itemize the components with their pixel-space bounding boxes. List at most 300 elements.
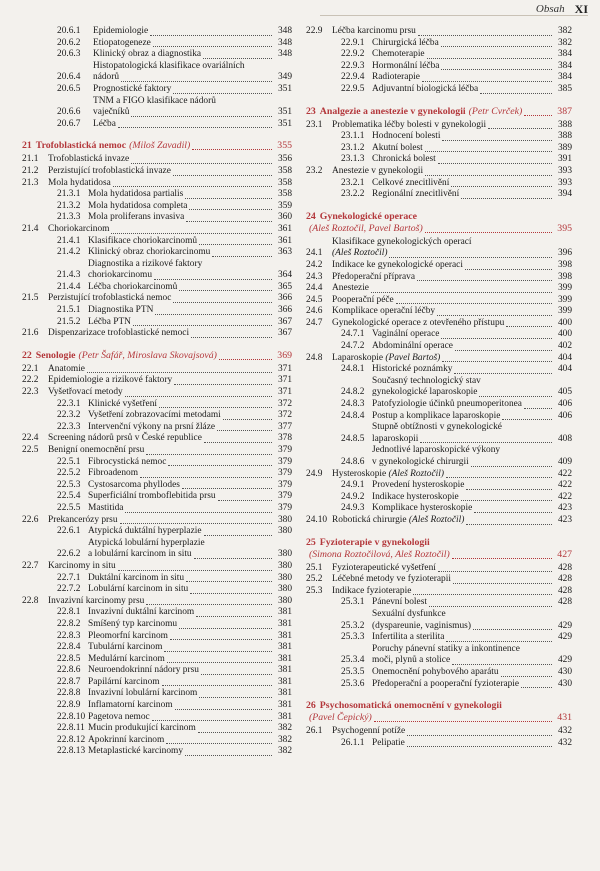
entry-text [372, 143, 572, 155]
entry-page: 388 [557, 119, 572, 130]
leader-dots [502, 418, 552, 420]
leader-dots [371, 291, 552, 293]
leader-dots [153, 45, 272, 47]
entry-continuation [332, 248, 572, 260]
chapter-page: 427 [557, 548, 572, 560]
entry-continuation [372, 655, 572, 667]
entry-number: 22.7 [22, 560, 39, 571]
entry-number: 20.6.5 [57, 83, 81, 94]
toc-entry [306, 131, 572, 143]
leader-dots [162, 684, 272, 686]
entry-page: 380 [277, 549, 292, 560]
chapter-page: 369 [277, 349, 292, 361]
chapter-number: 23 [306, 105, 316, 117]
leader-dots [219, 358, 272, 360]
leader-dots [425, 231, 552, 233]
toc-entry [22, 422, 292, 434]
entry-page: 358 [277, 189, 292, 200]
entry-title-cont: choriokarcinomu [88, 270, 153, 281]
entry-title: Indikace hysteroskopie [372, 491, 459, 502]
leader-dots [204, 534, 272, 536]
entry-text [88, 735, 292, 747]
entry-page: 365 [277, 281, 292, 292]
toc-entry [306, 283, 572, 295]
entry-title: Pagetova nemoc [88, 711, 150, 722]
toc-entry [22, 584, 292, 596]
entry-page: 382 [277, 746, 292, 757]
entry-page: 404 [557, 364, 572, 375]
toc-entry [306, 376, 572, 399]
leader-dots [174, 383, 272, 385]
entry-text [88, 712, 292, 724]
leader-dots [218, 499, 272, 501]
toc-entry [22, 236, 292, 248]
entry-number: 24.8.6 [341, 457, 365, 467]
entry-continuation [372, 457, 572, 469]
entry-title: TNM a FIGO klasifikace nádorů [93, 95, 216, 106]
leader-dots [441, 337, 552, 339]
leader-dots [179, 627, 272, 629]
entry-number: 24.5 [306, 294, 323, 305]
entry-number: 22.8.9 [57, 700, 81, 711]
leader-dots [223, 418, 272, 420]
entry-title: Papilární karcinom [88, 676, 160, 687]
entry-title: Neuroendokrinní nádory prsu [88, 665, 199, 676]
entry-number: 23.2.2 [341, 189, 365, 200]
entry-title: Invazivní karcinomy prsu [48, 595, 145, 606]
entry-number: 25.3.2 [341, 620, 365, 631]
entry-text [372, 480, 572, 492]
entry-title: Akutní bolest [372, 142, 423, 153]
entry-text [372, 411, 572, 423]
toc-entry [22, 410, 292, 422]
chapter-title: Senologie [35, 349, 76, 361]
entry-text [48, 293, 292, 305]
entry-title: Pelipatie [372, 737, 405, 748]
entry-number: 24.2 [306, 259, 323, 270]
entry-title: Klasifikace choriokarcinomů [88, 235, 198, 246]
entry-page: 404 [557, 352, 572, 363]
toc-entry [306, 318, 572, 330]
toc-entry [306, 480, 572, 492]
entry-text [48, 445, 292, 457]
chapter-number: 24 [306, 210, 316, 222]
chapter-title: Trofoblastická nemoc [35, 140, 127, 152]
entry-page: 429 [557, 655, 572, 666]
leader-dots [186, 220, 272, 222]
entry-title: Histopatologická klasifikace ovariálních [93, 60, 245, 71]
entry-text [372, 422, 572, 445]
entry-title: Apokrinní karcinom [88, 734, 165, 745]
entry-number: 22.6.1 [57, 526, 81, 537]
entry-page: 398 [557, 259, 572, 270]
entry-title: Trofoblastická invaze [48, 154, 130, 165]
entry-page: 400 [557, 329, 572, 340]
entry-page: 391 [557, 154, 572, 165]
entry-number: 25.3.6 [341, 678, 365, 689]
entry-page: 396 [557, 248, 572, 259]
entry-number: 22.9.1 [341, 37, 365, 48]
toc-entry [22, 49, 292, 61]
toc-entry [306, 563, 572, 575]
entry-title: Chronická bolest [372, 154, 436, 165]
entry-title: Vyšetřovací metody [48, 387, 123, 398]
toc-entry [306, 84, 572, 96]
toc-entry [22, 503, 292, 515]
chapter-heading [22, 350, 292, 362]
toc-entry [22, 119, 292, 131]
toc-entry [22, 677, 292, 689]
entry-title: Infertilita a sterilita [372, 632, 445, 643]
entry-number: 23.1 [306, 119, 323, 130]
toc-entry [22, 457, 292, 469]
leader-dots [422, 80, 552, 82]
entry-number: 24.8.5 [341, 433, 365, 444]
entry-page: 351 [277, 118, 292, 129]
entry-number: 26.1 [306, 726, 323, 737]
entry-page: 402 [557, 341, 572, 352]
entry-page: 430 [557, 666, 572, 677]
toc-entry [22, 399, 292, 411]
entry-number: 24.4 [306, 283, 323, 294]
entry-text [88, 317, 292, 329]
chapter-title-line [306, 700, 572, 712]
entry-text [372, 667, 572, 679]
leader-dots [155, 313, 272, 315]
toc-entry [306, 272, 572, 284]
entry-number: 25.1 [306, 562, 323, 573]
entry-page: 381 [277, 700, 292, 711]
entry-title: Pleomorfní karcinom [88, 630, 168, 641]
leader-dots [192, 148, 272, 150]
entry-number: 22.5 [22, 445, 39, 455]
entry-title-cont: moči, plynů a stolice [372, 655, 451, 666]
leader-dots [204, 441, 272, 443]
entry-title: Pánevní bolest [372, 597, 427, 608]
leader-dots [201, 673, 272, 675]
entry-title-cont: laparoskopii [372, 433, 419, 444]
entry-continuation [88, 549, 292, 561]
entry-title: Lobulární karcinom in situ [88, 584, 189, 595]
entry-page: 380 [277, 526, 292, 537]
entry-text [88, 212, 292, 224]
entry-title: Smíšený typ karcinomu [88, 618, 178, 629]
entry-number: 24.9.1 [341, 480, 365, 491]
entry-page: 380 [277, 514, 292, 525]
entry-number: 21.6 [22, 328, 39, 339]
entry-number: 22.8.10 [57, 711, 86, 722]
leader-dots [420, 441, 552, 443]
entry-text [88, 619, 292, 631]
entry-page: 348 [277, 26, 292, 36]
toc-entry [306, 260, 572, 272]
entry-number: 23.1.1 [341, 131, 365, 142]
toc-entry [306, 515, 572, 527]
leader-dots [446, 476, 552, 478]
entry-title: Postup a komplikace laparoskopie [372, 410, 501, 421]
entry-title: Perzistující trofoblastická nemoc [48, 293, 172, 304]
entry-title: Metaplastické karcinomy [88, 746, 184, 757]
entry-text [88, 631, 292, 643]
entry-text [332, 166, 572, 178]
leader-dots [407, 734, 552, 736]
chapter-title: Psychosomatická onemocnění v gynekologii [319, 700, 502, 712]
entry-text [88, 468, 292, 480]
toc-entry [306, 61, 572, 73]
entry-page: 394 [557, 189, 572, 200]
entry-title: Prognostické faktory [93, 83, 172, 94]
toc-entry [22, 61, 292, 84]
leader-dots [168, 464, 272, 466]
toc-entry [22, 746, 292, 758]
entry-title: Screening nádorů prsů v České republice [48, 433, 202, 444]
entry-number: 24.3 [306, 271, 323, 282]
entry-number: 24.9.3 [341, 503, 365, 514]
entry-page: 430 [557, 678, 572, 689]
toc-entry [306, 679, 572, 691]
toc-entry [22, 282, 292, 294]
entry-continuation [372, 621, 572, 633]
toc-entry [306, 26, 572, 38]
entry-page: 381 [277, 607, 292, 618]
entry-text [372, 376, 572, 399]
entry-page: 428 [557, 574, 572, 585]
entry-title: Provedení hysteroskopie [372, 480, 465, 491]
entry-text [93, 96, 292, 119]
leader-dots [452, 663, 552, 665]
toc-entry [22, 712, 292, 724]
entry-title-cont: v gynekologické chirurgii [372, 457, 469, 467]
entry-page: 371 [277, 375, 292, 386]
entry-page: 379 [277, 479, 292, 490]
entry-number: 22.9 [306, 26, 323, 36]
toc-entry [22, 631, 292, 643]
entry-page: 381 [277, 653, 292, 664]
entry-continuation [93, 107, 292, 119]
entry-title: Diagnostika a rizikové faktory [88, 258, 203, 269]
leader-dots [111, 232, 272, 234]
entry-text [93, 61, 292, 84]
entry-title: Laparoskopie (Pavel Bartoš) [332, 352, 441, 363]
entry-text [332, 295, 572, 307]
entry-text [372, 738, 572, 750]
entry-title: Abdominální operace [372, 341, 453, 352]
entry-text [372, 329, 572, 341]
toc-entry [22, 375, 292, 387]
toc-entry [306, 189, 572, 201]
chapter-page: 387 [557, 105, 572, 117]
entry-text [48, 433, 292, 445]
entry-title: Mucin produkující karcinom [88, 723, 196, 734]
entry-title: Stupně obtížnosti v gynekologické [372, 422, 502, 433]
entry-title: Historické poznámky [372, 364, 453, 375]
leader-dots [442, 360, 552, 362]
leader-dots [146, 603, 272, 605]
leader-dots [185, 197, 272, 199]
entry-number: 22.5.2 [57, 468, 81, 479]
chapter-page: 355 [277, 140, 292, 152]
entry-page: 381 [277, 618, 292, 629]
toc-entry [306, 178, 572, 190]
toc-entry [306, 341, 572, 353]
entry-title-cont: (dyspareunie, vaginismus) [372, 620, 471, 631]
leader-dots [121, 80, 272, 82]
entry-continuation [88, 270, 292, 282]
entry-number: 20.6.1 [57, 26, 81, 36]
toc-entry [306, 237, 572, 260]
toc-entry [22, 723, 292, 735]
entry-page: 371 [277, 363, 292, 374]
entry-number: 24.7.2 [341, 341, 365, 352]
entry-title: Současný technologický stav [372, 375, 481, 386]
entry-number: 22.9.4 [341, 72, 365, 83]
entry-title: Hysteroskopie (Aleš Roztočil) [332, 468, 444, 479]
entry-page: 422 [557, 480, 572, 491]
chapter-authors: (Petr Cvrček) [468, 105, 523, 117]
leader-dots [217, 429, 272, 431]
entry-text [372, 178, 572, 190]
entry-page: 384 [557, 60, 572, 71]
leader-dots [212, 255, 272, 257]
leader-dots [191, 336, 272, 338]
entry-title-cont: (Aleš Roztočil) [332, 248, 388, 259]
entry-page: 381 [277, 688, 292, 699]
toc-entry [22, 735, 292, 747]
chapter-title-line [306, 211, 572, 223]
entry-number: 25.3.4 [341, 655, 365, 666]
entry-title-cont: nádorů [93, 72, 120, 83]
leader-dots [461, 197, 552, 199]
entry-text [88, 247, 292, 259]
toc-entry [306, 492, 572, 504]
chapter-authors-line [306, 712, 572, 724]
entry-page: 358 [277, 165, 292, 176]
leader-dots [471, 465, 552, 467]
entry-text [88, 538, 292, 561]
leader-dots [418, 34, 552, 36]
entry-title: Mola hydatidosa completa [88, 200, 188, 211]
entry-number: 22.1 [22, 363, 39, 374]
entry-page: 348 [277, 37, 292, 48]
entry-title: Předoperační a pooperační fyzioterapie [372, 678, 520, 689]
entry-page: 358 [277, 177, 292, 188]
chapter-authors: (Pavel Čepický) [309, 712, 372, 724]
entry-number: 24.1 [306, 248, 323, 259]
entry-title: Klinický obraz a diagnostika [93, 49, 202, 60]
entry-title: Invazivní duktální karcinom [88, 607, 195, 618]
chapter-heading [306, 537, 572, 561]
entry-number: 22.3.3 [57, 421, 81, 432]
entry-text [372, 492, 572, 504]
entry-text [88, 677, 292, 689]
leader-dots [446, 640, 552, 642]
entry-title: Mola hydatidosa [48, 177, 111, 188]
entry-text [88, 189, 292, 201]
chapter-title: Gynekologické operace [319, 210, 417, 222]
toc-entry [22, 166, 292, 178]
entry-number: 23.1.3 [341, 154, 365, 165]
entry-text [332, 563, 572, 575]
entry-title: Mola proliferans invasiva [88, 212, 185, 223]
toc-entry [306, 120, 572, 132]
entry-number: 22.8.5 [57, 653, 81, 664]
leader-dots [374, 720, 552, 722]
entry-text [372, 189, 572, 201]
toc-entry [22, 38, 292, 50]
leader-dots [125, 395, 272, 397]
entry-page: 400 [557, 317, 572, 328]
chapter-heading [306, 700, 572, 724]
leader-dots [429, 605, 552, 607]
leader-dots [480, 92, 552, 94]
entry-text [93, 38, 292, 50]
entry-page: 384 [557, 72, 572, 83]
entry-title-cont: vaječníků [93, 107, 130, 118]
entry-number: 23.2 [306, 165, 323, 176]
leader-dots [438, 570, 552, 572]
entry-number: 21.5.2 [57, 316, 81, 327]
entry-text [88, 491, 292, 503]
entry-text [93, 119, 292, 131]
entry-title: Patofyziologie účinků pneumoperitonea [372, 399, 522, 410]
entry-text [332, 26, 572, 38]
leader-dots [118, 126, 272, 128]
leader-dots [159, 406, 272, 408]
entry-number: 21.5 [22, 293, 39, 304]
entry-page: 398 [557, 271, 572, 282]
leader-dots [120, 522, 272, 524]
entry-title: Léčebné metody ve fyzioterapii [332, 574, 451, 585]
toc-entry [22, 526, 292, 538]
leader-dots [451, 185, 552, 187]
entry-title-cont: gynekologické laparoskopie [372, 387, 478, 398]
entry-number: 21.1 [22, 154, 39, 165]
entry-page: 408 [557, 433, 572, 444]
entry-page: 428 [557, 562, 572, 573]
toc-entry [306, 609, 572, 632]
entry-title: Etiopatogeneze [93, 37, 151, 48]
entry-text [332, 574, 572, 586]
entry-number: 20.6.2 [57, 37, 81, 48]
entry-text [332, 353, 572, 365]
leader-dots [203, 57, 272, 59]
chapter-authors: (Simona Roztočilová, Aleš Roztočil) [309, 548, 450, 560]
entry-text [88, 607, 292, 619]
entry-text [372, 131, 572, 143]
toc-entry [22, 224, 292, 236]
leader-dots [87, 371, 272, 373]
entry-title: Intervenční výkony na prsní žláze [88, 421, 216, 432]
entry-title: Benigní onemocnění prsu [48, 445, 145, 455]
entry-text [332, 260, 572, 272]
entry-number: 24.9.2 [341, 491, 365, 502]
chapter-number: 21 [22, 140, 32, 152]
entry-page: 378 [277, 433, 292, 444]
leader-dots [466, 523, 552, 525]
chapter-page: 431 [557, 712, 572, 724]
leader-dots [488, 127, 552, 129]
entry-number: 22.5.1 [57, 456, 81, 467]
entry-page: 356 [277, 154, 292, 165]
chapter-heading [306, 106, 572, 118]
entry-number: 26.1.1 [341, 737, 365, 748]
entry-number: 22.8.12 [57, 734, 86, 745]
entry-page: 389 [557, 142, 572, 153]
leader-dots [524, 407, 552, 409]
entry-title: Hormonální léčba [372, 60, 440, 71]
chapter-heading [22, 140, 292, 152]
entry-page: 422 [557, 468, 572, 479]
